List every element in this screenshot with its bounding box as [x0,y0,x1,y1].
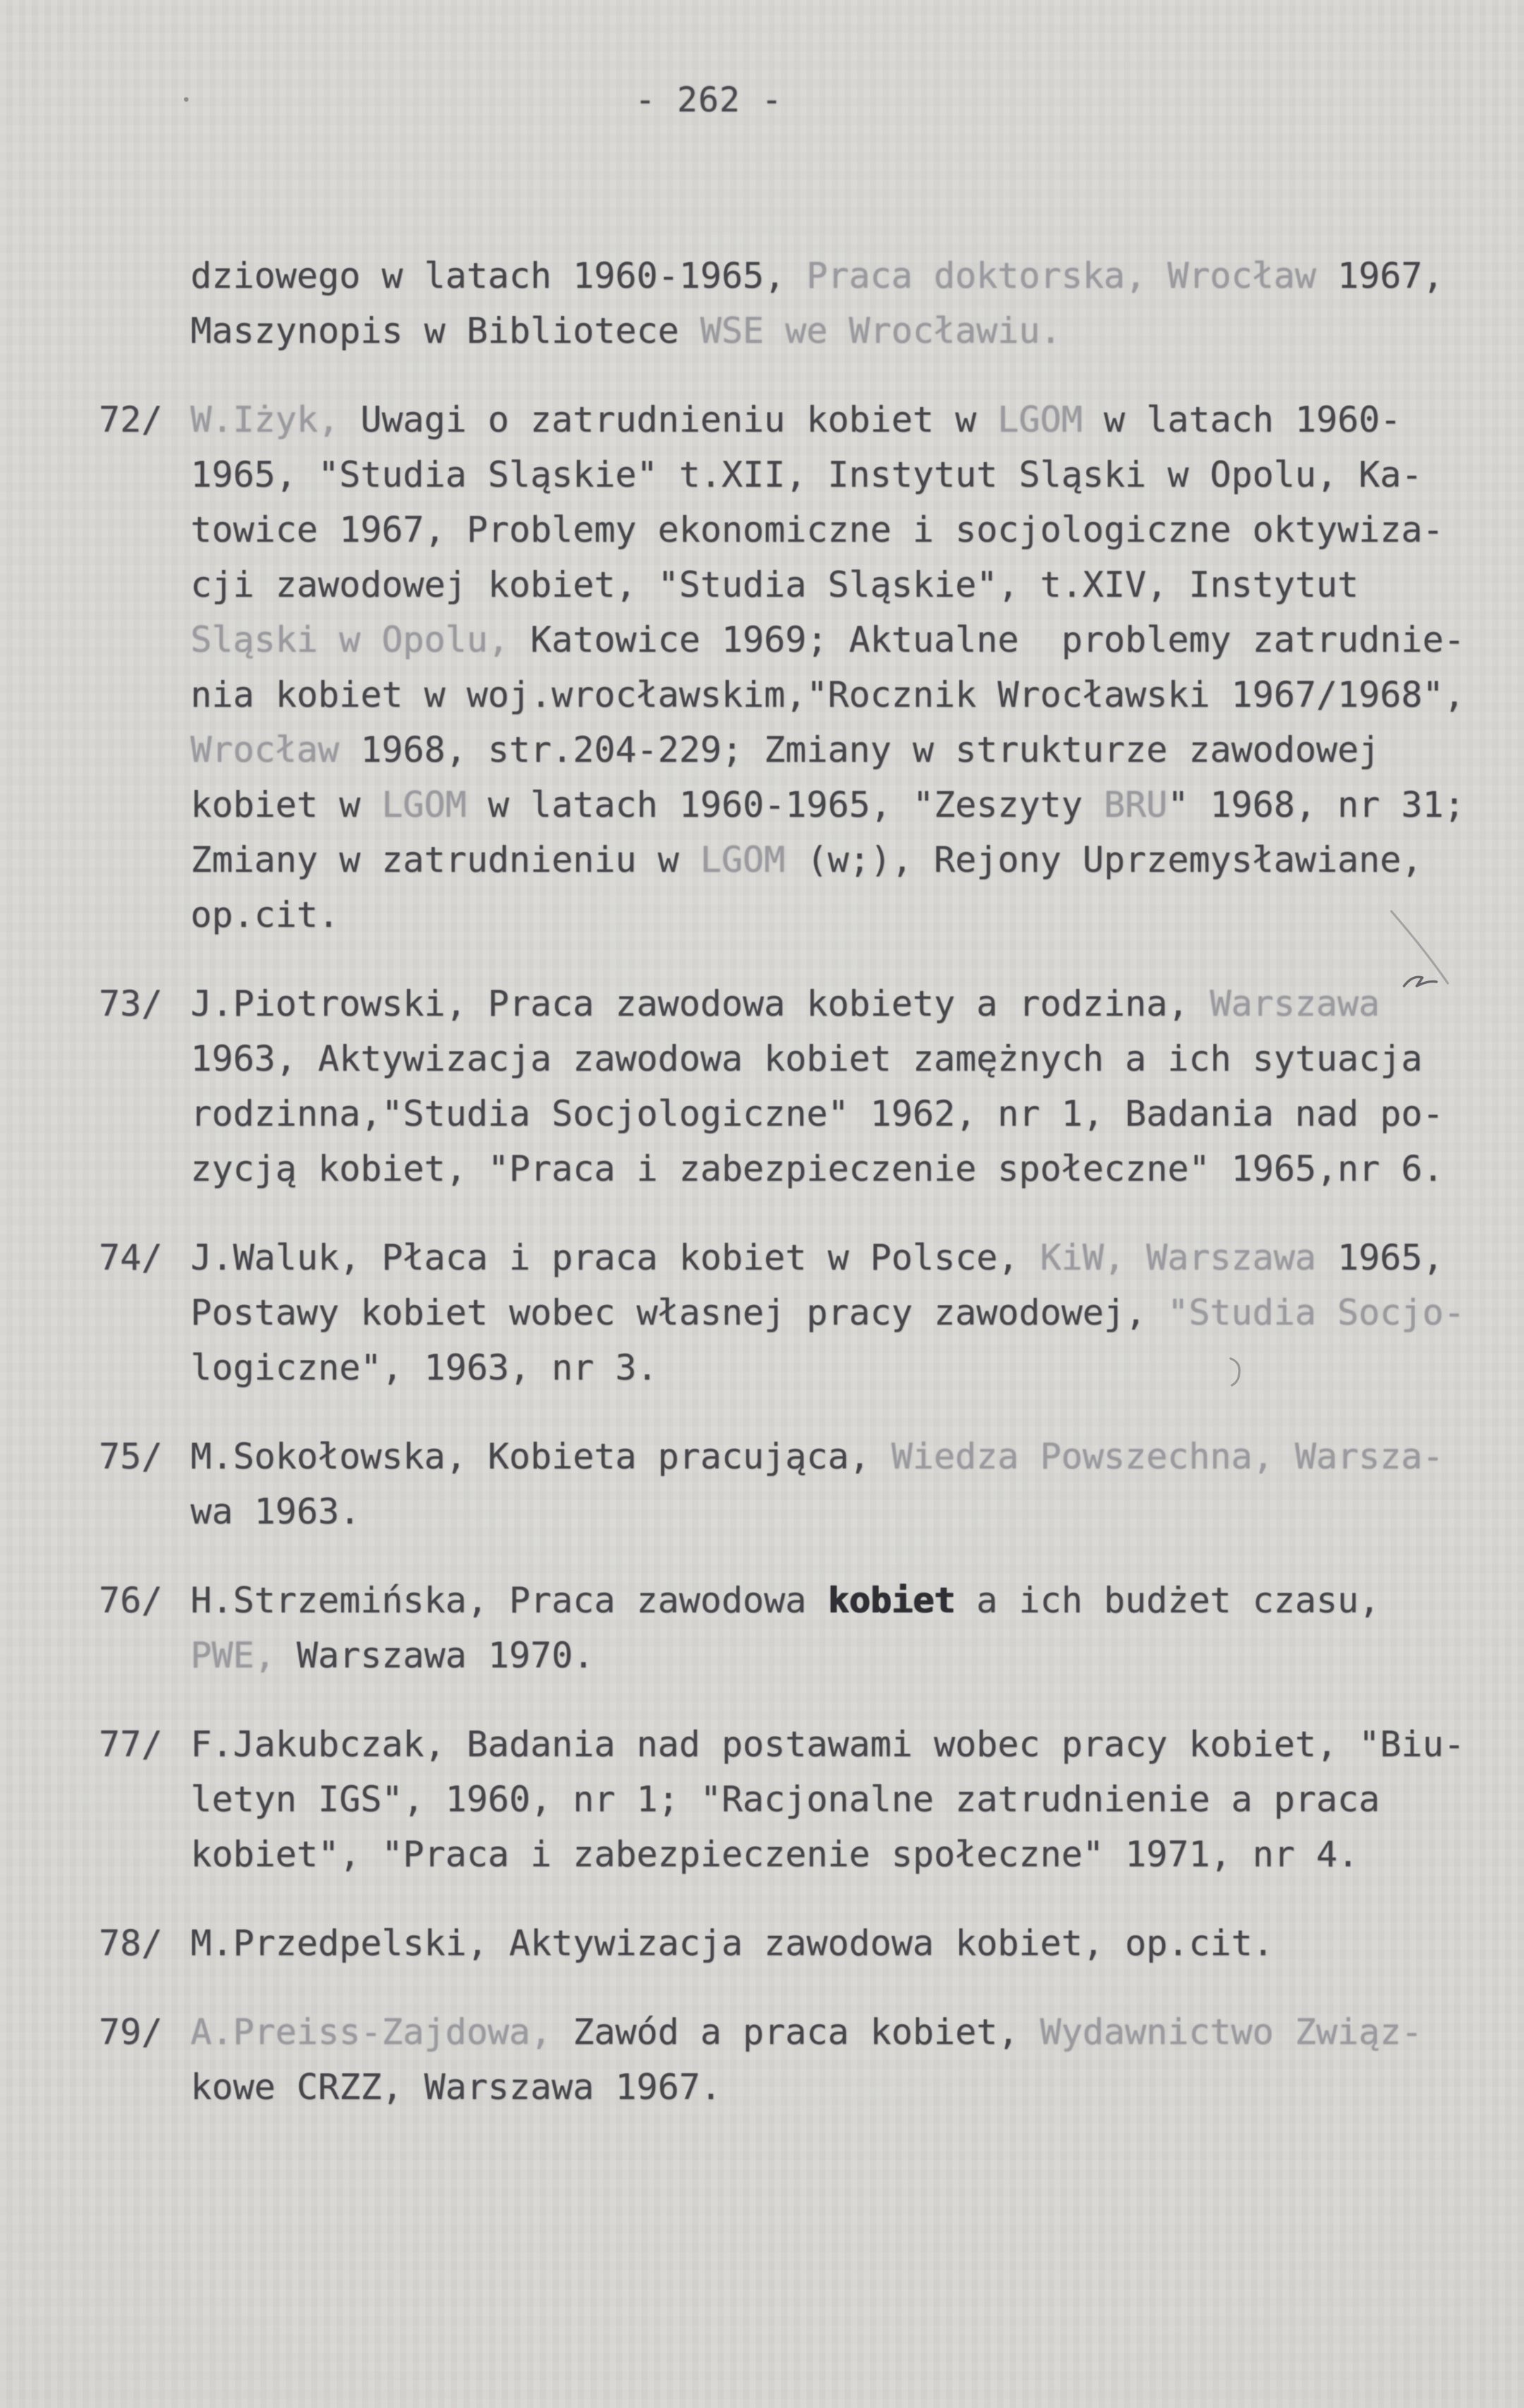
faded-text: LGOM [700,839,785,880]
entry-text [190,248,1503,358]
typewritten-text: nia kobiet w woj.wrocławskim,"Rocznik Wrocławski 1967/1968", [190,674,1465,715]
entry-number [99,248,190,358]
typewritten-text: kobiet", "Praca i zabezpieczenie społeczne" 1971, nr 4. [190,1834,1359,1875]
typewritten-text: Zmiany w zatrudnieniu w [190,839,701,880]
typewritten-text: F.Jakubczak, Badania nad postawami wobec pracy kobiet, "Biu- [190,1724,1465,1765]
entry-line [190,557,1503,612]
faded-text: PWE, [190,1635,276,1676]
entry-line [190,1717,1503,1772]
entry-line [190,1772,1503,1827]
entry-line [190,1230,1503,1285]
faded-text: LGOM [381,784,467,825]
typewritten-text: J.Piotrowski, Praca zawodowa kobiety a rodzina, [190,983,1210,1024]
typewritten-text: op.cit. [190,894,339,935]
faded-text: Wydawnictwo Związ- [1040,2012,1422,2053]
faded-text: LGOM [997,399,1083,440]
entry-text [190,1429,1503,1539]
entry-text [190,1230,1503,1395]
entry-line [190,2060,1503,2115]
typewritten-text: Maszynopis w Bibliotece [190,310,701,351]
faded-text: Warszawa [1209,983,1380,1024]
typewritten-text: J.Waluk, Płaca i praca kobiet w Polsce, [190,1237,1041,1278]
typewritten-text: kowe CRZZ, Warszawa 1967. [190,2067,722,2108]
entry-line [190,1484,1503,1539]
entry-line [190,832,1503,887]
entry-line [190,1031,1503,1086]
typewritten-text: 1965, [1316,1237,1444,1278]
typewritten-text: 1965, "Studia Sląskie" t.XII, Instytut Sląski w Opolu, Ka- [190,454,1422,495]
bibliography-entry [99,392,1503,942]
entry-line [190,1827,1503,1882]
faded-text: W.Iżyk, [190,399,339,440]
typewritten-text: kobiet w [190,784,382,825]
typewritten-text: towice 1967, Problemy ekonomiczne i socjologiczne oktywiza- [190,509,1444,550]
typewritten-text: 1967, [1316,255,1444,296]
entry-line [190,248,1503,303]
typewritten-text: M.Sokołowska, Kobieta pracująca, [190,1436,892,1477]
typewritten-text: H.Strzemińska, Praca zawodowa [190,1580,828,1621]
entry-line [190,1916,1503,1971]
entry-number: 74/ [99,1237,163,1278]
ink-speck [184,97,188,102]
entry-number: 76/ [99,1580,163,1621]
typewritten-text: w latach 1960-1965, "Zeszyty [466,784,1104,825]
entry-number: 75/ [99,1436,163,1477]
faded-text: WSE we Wrocławiu. [700,310,1062,351]
entry-number: 77/ [99,1724,163,1765]
page-number: - 262 - [635,80,783,120]
entry-line [190,1141,1503,1196]
entry-line [190,447,1503,502]
entry-line [190,722,1503,777]
entry-line [190,1285,1503,1340]
bibliography-entry [99,1230,1503,1395]
entry-number: 73/ [99,983,163,1024]
typewritten-text: Postawy kobiet wobec własnej pracy zawodowej, [190,1292,1168,1333]
typewritten-text: a ich budżet czasu, [955,1580,1380,1621]
typewritten-text: (w;), Rejony Uprzemysławiane, [785,839,1422,880]
typewritten-text: cji zawodowej kobiet, "Studia Sląskie", t.XIV, Instytut [190,564,1359,605]
faded-text: "Studia Socjo- [1167,1292,1465,1333]
bibliography-entry [99,248,1503,358]
entry-number: 79/ [99,2012,163,2053]
bibliography-entry [99,1916,1503,1971]
entry-line [190,303,1503,358]
entry-text [190,1717,1503,1882]
typewritten-text: w latach 1960- [1082,399,1401,440]
entry-number: 78/ [99,1923,163,1964]
entry-text [190,976,1503,1196]
typewritten-text: Zawód a praca kobiet, [551,2012,1041,2053]
typewritten-text: 1963, Aktywizacja zawodowa kobiet zamężnych a ich sytuacja [190,1038,1422,1079]
faded-text: Sląski w Opolu, [190,619,509,660]
faded-text: KiW, Warszawa [1040,1237,1317,1278]
entry-line [190,887,1503,942]
typewritten-text: " 1968, nr 31; [1167,784,1465,825]
bibliography-entry [99,1717,1503,1882]
bibliography-entry [99,2005,1503,2115]
typewritten-text: Warszawa 1970. [275,1635,594,1676]
typewritten-text: logiczne", 1963, nr 3. [190,1347,658,1388]
typewritten-text: Katowice 1969; Aktualne problemy zatrudnie- [509,619,1465,660]
entry-line [190,1086,1503,1141]
typewritten-text: rodzinna,"Studia Socjologiczne" 1962, nr 1, Badania nad po- [190,1093,1444,1134]
typewritten-text: 1968, str.204-229; Zmiany w strukturze zawodowej [339,729,1380,770]
entry-line [190,1429,1503,1484]
faded-text: BRU [1103,784,1168,825]
typewritten-text: dziowego w latach 1960-1965, [190,255,806,296]
faded-text: Praca doktorska, Wrocław [806,255,1317,296]
entry-number: 72/ [99,399,163,440]
faded-text: Wiedza Powszechna, Warsza- [891,1436,1444,1477]
bibliography-list [99,248,1503,2148]
entry-line [190,502,1503,557]
entry-text [190,1916,1503,1971]
entry-text [190,392,1503,942]
bibliography-entry [99,976,1503,1196]
entry-line [190,777,1503,832]
faded-text: A.Preiss-Zajdowa, [190,2012,552,2053]
typewritten-text: letyn IGS", 1960, nr 1; "Racjonalne zatrudnienie a praca [190,1779,1380,1820]
typewritten-text: M.Przedpelski, Aktywizacja zawodowa kobiet, op.cit. [190,1923,1274,1964]
overstruck-word: kobiet [828,1580,955,1621]
bibliography-entry [99,1573,1503,1683]
entry-line [190,1628,1503,1683]
entry-text [190,2005,1503,2115]
entry-line [190,667,1503,722]
faded-text: Wrocław [190,729,339,770]
bibliography-entry [99,1429,1503,1539]
typewritten-text: wa 1963. [190,1491,361,1532]
entry-text [190,1573,1503,1683]
typewritten-text: zycją kobiet, "Praca i zabezpieczenie społeczne" 1965,nr 6. [190,1148,1444,1189]
entry-line [190,612,1503,667]
entry-line [190,1340,1503,1395]
entry-line [190,2005,1503,2060]
entry-line [190,976,1503,1031]
typewritten-text: Uwagi o zatrudnieniu kobiet w [339,399,998,440]
entry-line [190,1573,1503,1628]
entry-line [190,392,1503,447]
